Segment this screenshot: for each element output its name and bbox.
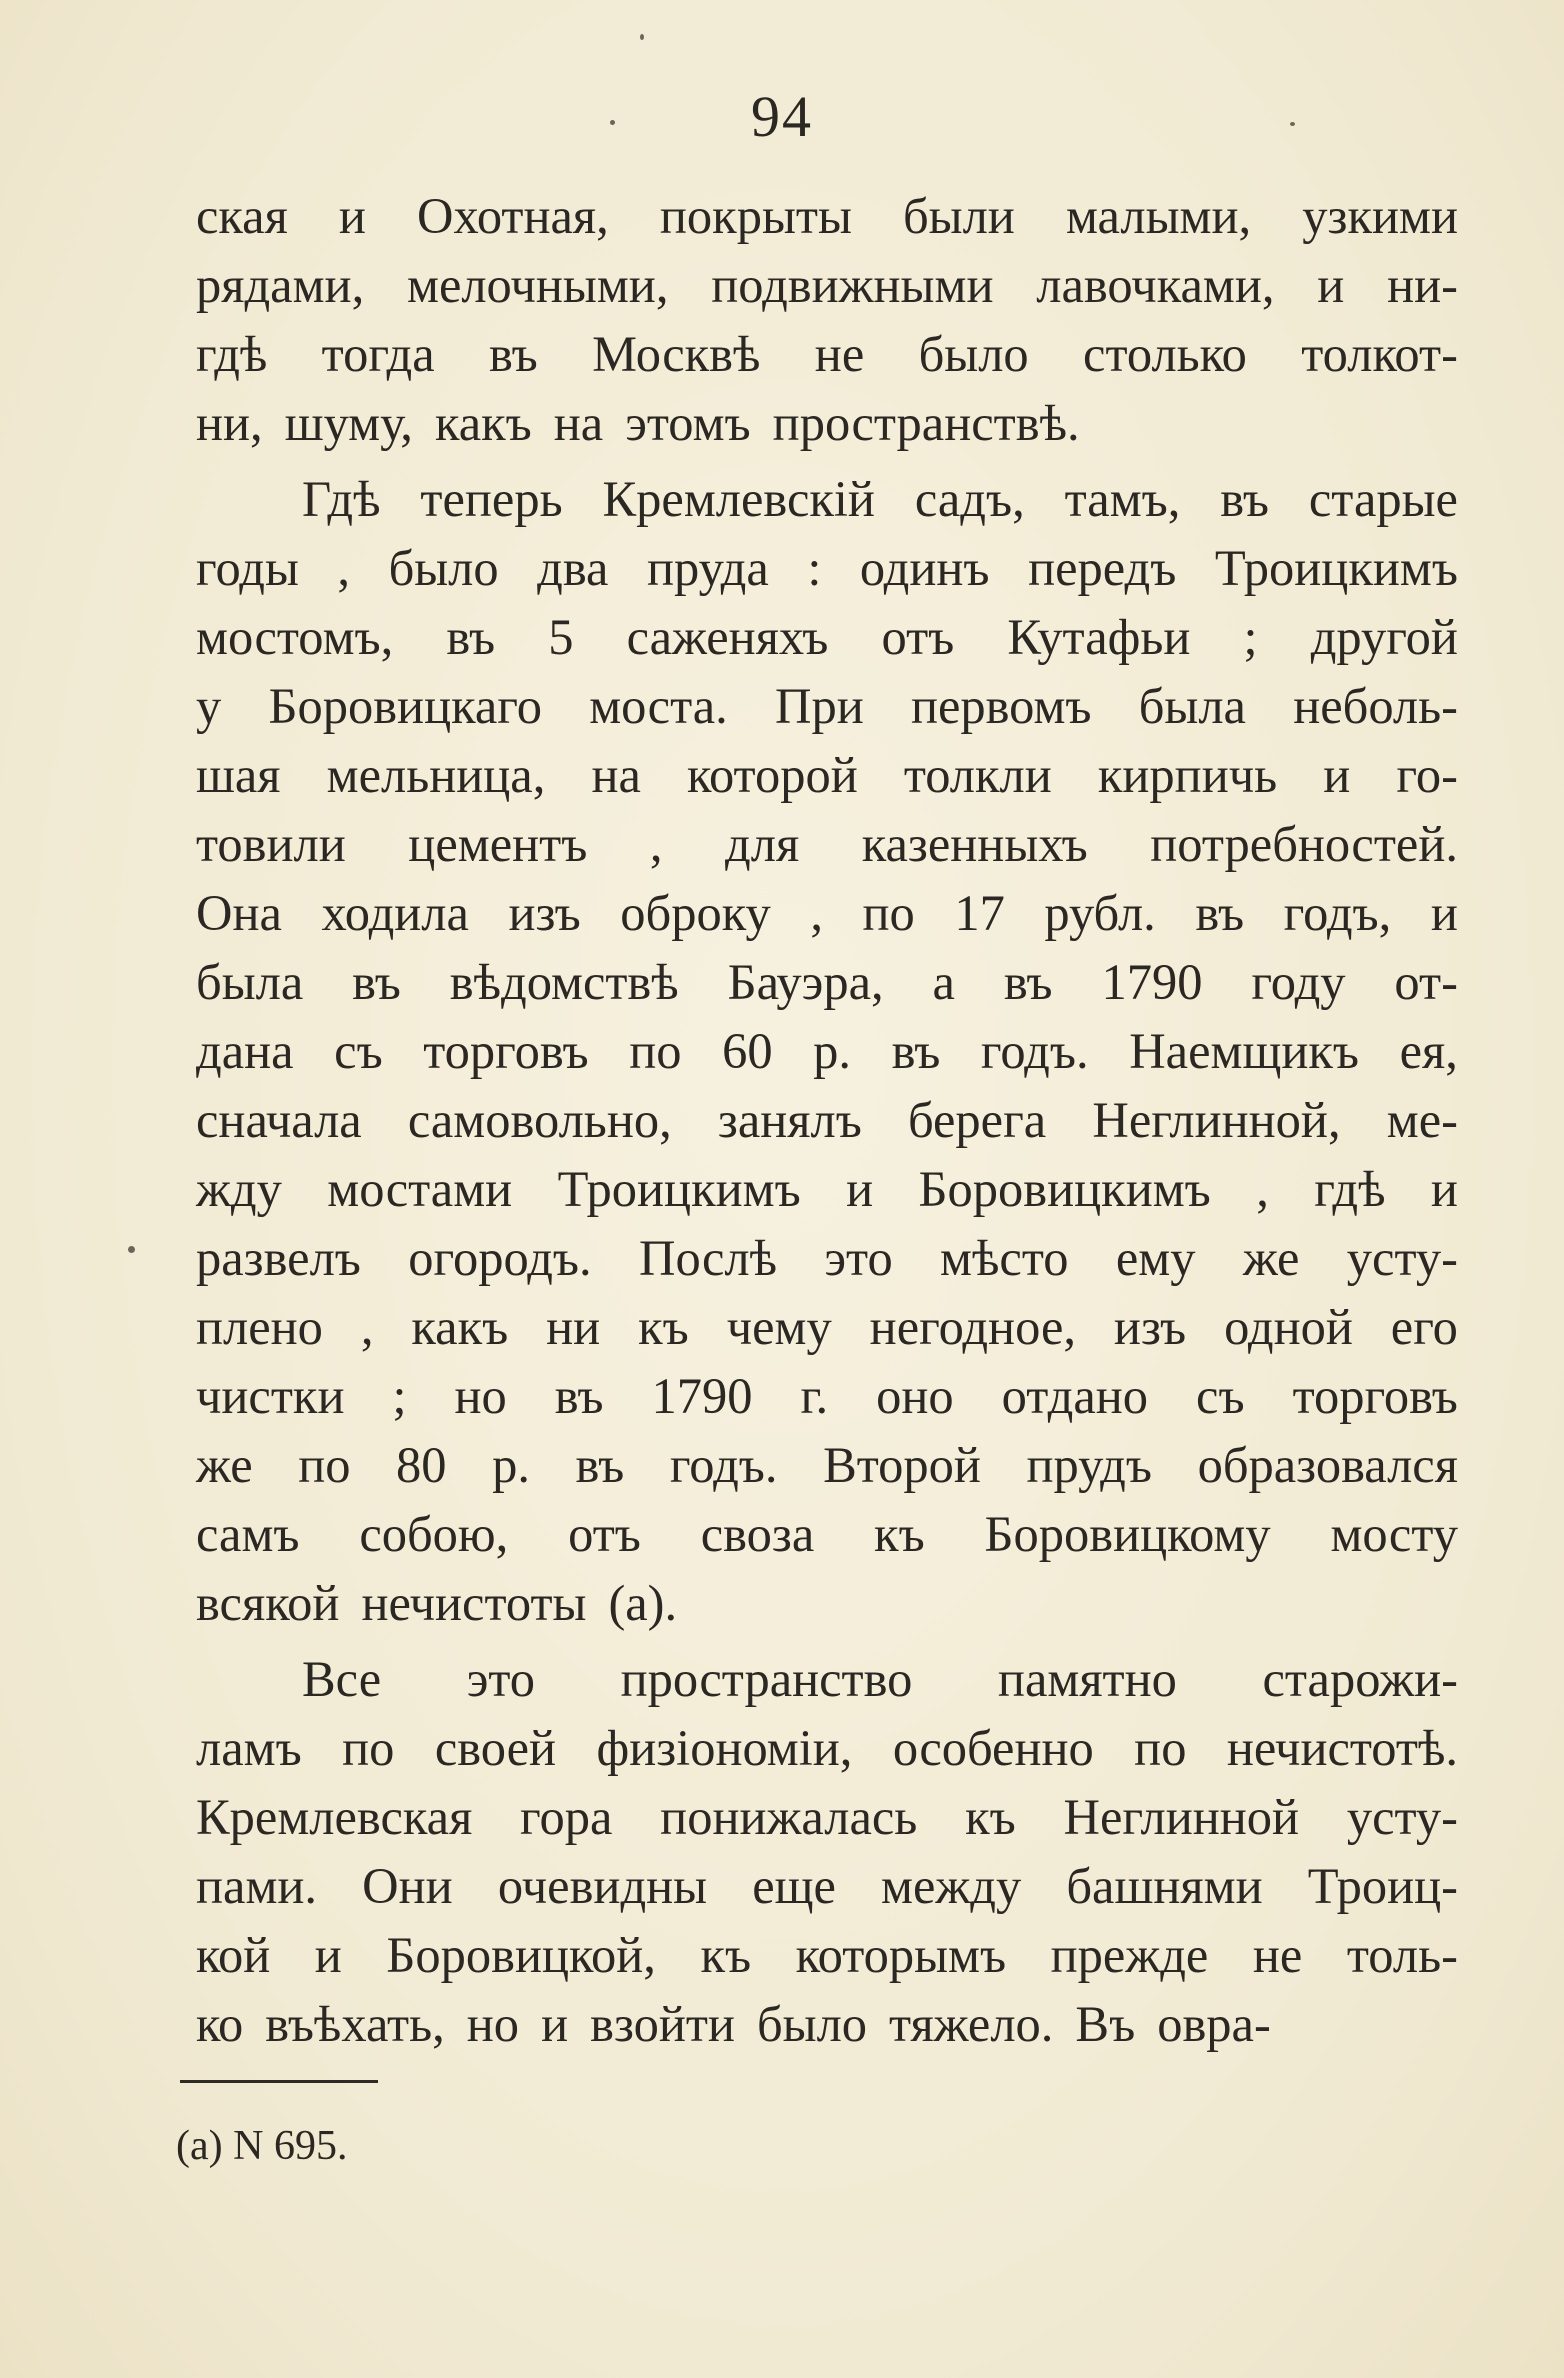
word: и [314,1927,342,1983]
word: своза [700,1506,815,1562]
text-line [196,1362,1458,1431]
word: собою, [359,1506,509,1562]
word: торговъ [1292,1368,1458,1424]
word: но [466,1996,520,2052]
word: ламъ [196,1720,302,1776]
word: Она [196,885,282,941]
word: годъ. [980,1023,1089,1079]
word: г. [800,1368,829,1424]
paragraph [196,1645,1458,2059]
word: въ [1195,885,1245,941]
text-line [196,389,1458,458]
word: годъ. [669,1437,778,1493]
word: Гдѣ [302,471,381,527]
word: которой [686,747,858,803]
text-line [196,810,1458,879]
word: 80 [396,1437,447,1493]
text-line [196,1086,1458,1155]
word: мѣсто [940,1230,1069,1286]
word: тамъ, [1064,471,1181,527]
word: оброку [620,885,771,941]
word: толкли [903,747,1052,803]
word: кой [196,1927,271,1983]
word: : [807,540,822,596]
word: 1790 [651,1368,753,1424]
word: Они [362,1858,453,1914]
word: пруда [647,540,769,596]
word: этомъ [625,395,751,451]
word: мостами [327,1161,513,1217]
word: съ [334,1023,383,1079]
word: по [862,885,915,941]
word: дана [196,1023,294,1079]
word: малыми, [1065,188,1252,244]
text-line [196,1431,1458,1500]
ink-speck [128,1246,135,1253]
word: пами. [196,1858,318,1914]
word: Троиц- [1307,1858,1458,1914]
word: которымъ [795,1927,1007,1983]
word: , [1256,1161,1269,1217]
word: моста. [589,678,728,734]
word: усту- [1346,1789,1458,1845]
word: между [881,1858,1022,1914]
word: казенныхъ [861,816,1088,872]
text-line [196,465,1458,534]
text-line [196,672,1458,741]
word: саженяхъ [626,609,829,665]
word: понижалась [660,1789,918,1845]
word: одной [1224,1299,1353,1355]
word: два [537,540,609,596]
word: передъ [1028,540,1177,596]
word: При [775,678,864,734]
word: пространство [620,1651,913,1707]
word: прежде [1050,1927,1209,1983]
word: для [725,816,800,872]
word: сначала [196,1092,362,1148]
word: (а). [608,1575,678,1631]
word: и [846,1161,874,1217]
word: Охотная, [417,188,609,244]
word: въ [1003,954,1053,1010]
footnote: (а) N 695. [176,2123,348,2169]
footnote-divider [180,2080,378,2083]
word: у [196,678,222,734]
word: старожи- [1262,1651,1458,1707]
word: одинъ [859,540,990,596]
text-line [196,603,1458,672]
word: ме- [1386,1092,1458,1148]
word: на [553,395,604,451]
body-text [196,182,1458,2059]
word: подвижными [711,257,994,313]
word: башнями [1066,1858,1263,1914]
word: же [196,1437,253,1493]
text-line [196,1293,1458,1362]
word: 5 [548,609,574,665]
word: и [1323,747,1351,803]
word: овра- [1157,1996,1271,2052]
word: ; [392,1368,407,1424]
word: его [1390,1299,1458,1355]
word: старые [1308,471,1458,527]
word: къ [965,1789,1016,1845]
word: ; [1243,609,1258,665]
text-line [196,534,1458,603]
word: а [932,954,955,1010]
word: Боровицкимъ [918,1161,1211,1217]
word: Москвѣ [592,326,761,382]
word: шуму, [284,395,413,451]
word: это [824,1230,893,1286]
word: ему [1115,1230,1196,1286]
word: , [337,540,351,596]
word: была [196,954,304,1010]
word: отъ [881,609,955,665]
word: прудъ [1026,1437,1152,1493]
word: было [756,1996,868,2052]
word: своей [434,1720,557,1776]
word: мостомъ, [196,609,394,665]
word: было [918,326,1029,382]
word: Троицкимъ [557,1161,801,1217]
word: Второй [823,1437,981,1493]
word: всякой [196,1575,340,1631]
word: еще [752,1858,836,1914]
word: гдѣ [1314,1161,1386,1217]
word: , [649,816,663,872]
word: неболь- [1293,678,1458,734]
word: тогда [321,326,435,382]
word: товили [196,816,346,872]
word: кирпичь [1097,747,1278,803]
word: и [1430,885,1458,941]
word: физіономіи, [596,1720,853,1776]
word: особенно [892,1720,1094,1776]
paragraph-gap [196,458,1458,465]
word: мельница, [326,747,546,803]
paragraph [196,465,1458,1638]
word: берега [907,1092,1047,1148]
word: го- [1396,747,1458,803]
text-line [196,1645,1458,1714]
text-line [196,1714,1458,1783]
word: Все [302,1651,382,1707]
text-line [196,1155,1458,1224]
word: 17 [954,885,1005,941]
word: рубл. [1044,885,1156,941]
word: отдано [1001,1368,1149,1424]
text-line [196,251,1458,320]
word: чему [726,1299,832,1355]
word: р. [492,1437,530,1493]
word: Неглинной, [1092,1092,1341,1148]
word: жду [196,1161,282,1217]
word: въ [352,954,401,1010]
word: образовался [1197,1437,1458,1493]
word: самовольно, [407,1092,672,1148]
word: взойти [590,1996,735,2052]
word: вѣдомствѣ [449,954,679,1010]
word: шая [196,747,281,803]
word: въ [554,1368,604,1424]
text-line [196,1500,1458,1569]
word: Въ [1075,1996,1136,2052]
word: были [902,188,1015,244]
word: мелочными, [406,257,669,313]
word: цементъ [408,816,588,872]
word: негодное, [869,1299,1076,1355]
word: усту- [1346,1230,1458,1286]
word: р. [813,1023,852,1079]
word: къ [638,1299,689,1355]
word: огородъ. [408,1230,592,1286]
text-line [196,948,1458,1017]
word: от- [1394,954,1458,1010]
word: нечистотѣ. [1226,1720,1458,1776]
page-number: 94 [751,84,813,149]
word: Бауэра, [727,954,884,1010]
word: пространствѣ. [772,395,1080,451]
word: покрыты [659,188,852,244]
word: 1790 [1101,954,1203,1010]
word: Боровицкой, [386,1927,656,1983]
word: рядами, [196,257,365,313]
text-line [196,1990,1458,2059]
word: Кремлевская [196,1789,473,1845]
word: въ [489,326,538,382]
text-line [196,879,1458,948]
word: ея, [1399,1023,1458,1079]
word: изъ [508,885,581,941]
word: Наемщикъ [1129,1023,1360,1079]
word: занялъ [717,1092,862,1148]
word: ни, [196,395,263,451]
word: годъ, [1283,885,1392,941]
word: очевидны [497,1858,708,1914]
word: по [298,1437,351,1493]
word: въ [891,1023,941,1079]
word: ко [196,1996,244,2052]
word: году [1251,954,1346,1010]
word: на [591,747,641,803]
text-line [196,1852,1458,1921]
word: съ [1196,1368,1245,1424]
word: Неглинной [1063,1789,1300,1845]
word: не [814,326,865,382]
text-line [196,182,1458,251]
word: нечистоты [361,1575,587,1631]
word: чистки [196,1368,345,1424]
text-line [196,320,1458,389]
word: Троицкимъ [1214,540,1458,596]
word: ходила [321,885,469,941]
word: въѣхать, [265,1996,445,2052]
word: узкими [1302,188,1458,244]
word: это [466,1651,536,1707]
word: отъ [568,1506,641,1562]
text-line [196,1569,1458,1638]
text-line [196,1921,1458,1990]
word: плено [196,1299,323,1355]
word: мосту [1330,1506,1458,1562]
word: лавочками, [1036,257,1275,313]
word: 60 [722,1023,773,1079]
word: и [338,188,366,244]
word: по [342,1720,395,1776]
word: ни- [1387,257,1458,313]
word: ская [196,188,288,244]
word: годы [196,540,299,596]
word: гдѣ [196,326,268,382]
paragraph-gap [196,1638,1458,1645]
word: садъ, [914,471,1025,527]
word: къ [874,1506,925,1562]
word: была [1138,678,1246,734]
word: же [1242,1230,1300,1286]
word: ни [546,1299,601,1355]
word: другой [1310,609,1458,665]
word: развелъ [196,1230,361,1286]
word: тяжело. [889,1996,1054,2052]
text-line [196,1017,1458,1086]
word: въ [1220,471,1269,527]
word: оно [876,1368,954,1424]
word: Кутафьи [1007,609,1191,665]
word: толь- [1346,1927,1458,1983]
word: и [541,1996,569,2052]
word: но [454,1368,507,1424]
text-line [196,741,1458,810]
word: Послѣ [639,1230,778,1286]
word: Боровицкаго [268,678,542,734]
word: , [360,1299,374,1355]
text-line [196,1783,1458,1852]
word: , [810,885,823,941]
ink-speck [640,34,644,40]
word: теперь [420,471,563,527]
word: первомъ [910,678,1092,734]
word: по [629,1023,682,1079]
word: не [1252,1927,1303,1983]
word: по [1134,1720,1187,1776]
word: Кремлевскій [602,471,875,527]
word: гора [520,1789,613,1845]
paragraph [196,182,1458,458]
word: изъ [1113,1299,1187,1355]
word: въ [575,1437,625,1493]
word: толкот- [1301,326,1458,382]
word: къ [700,1927,752,1983]
word: и [1317,257,1345,313]
word: памятно [997,1651,1177,1707]
word: столько [1083,326,1247,382]
word: Боровицкому [984,1506,1271,1562]
word: въ [446,609,496,665]
word: торговъ [423,1023,589,1079]
word: и [1430,1161,1458,1217]
word: какъ [411,1299,509,1355]
word: было [388,540,499,596]
word: потребностей. [1150,816,1458,872]
text-line [196,1224,1458,1293]
word: самъ [196,1506,300,1562]
word: какъ [434,395,532,451]
